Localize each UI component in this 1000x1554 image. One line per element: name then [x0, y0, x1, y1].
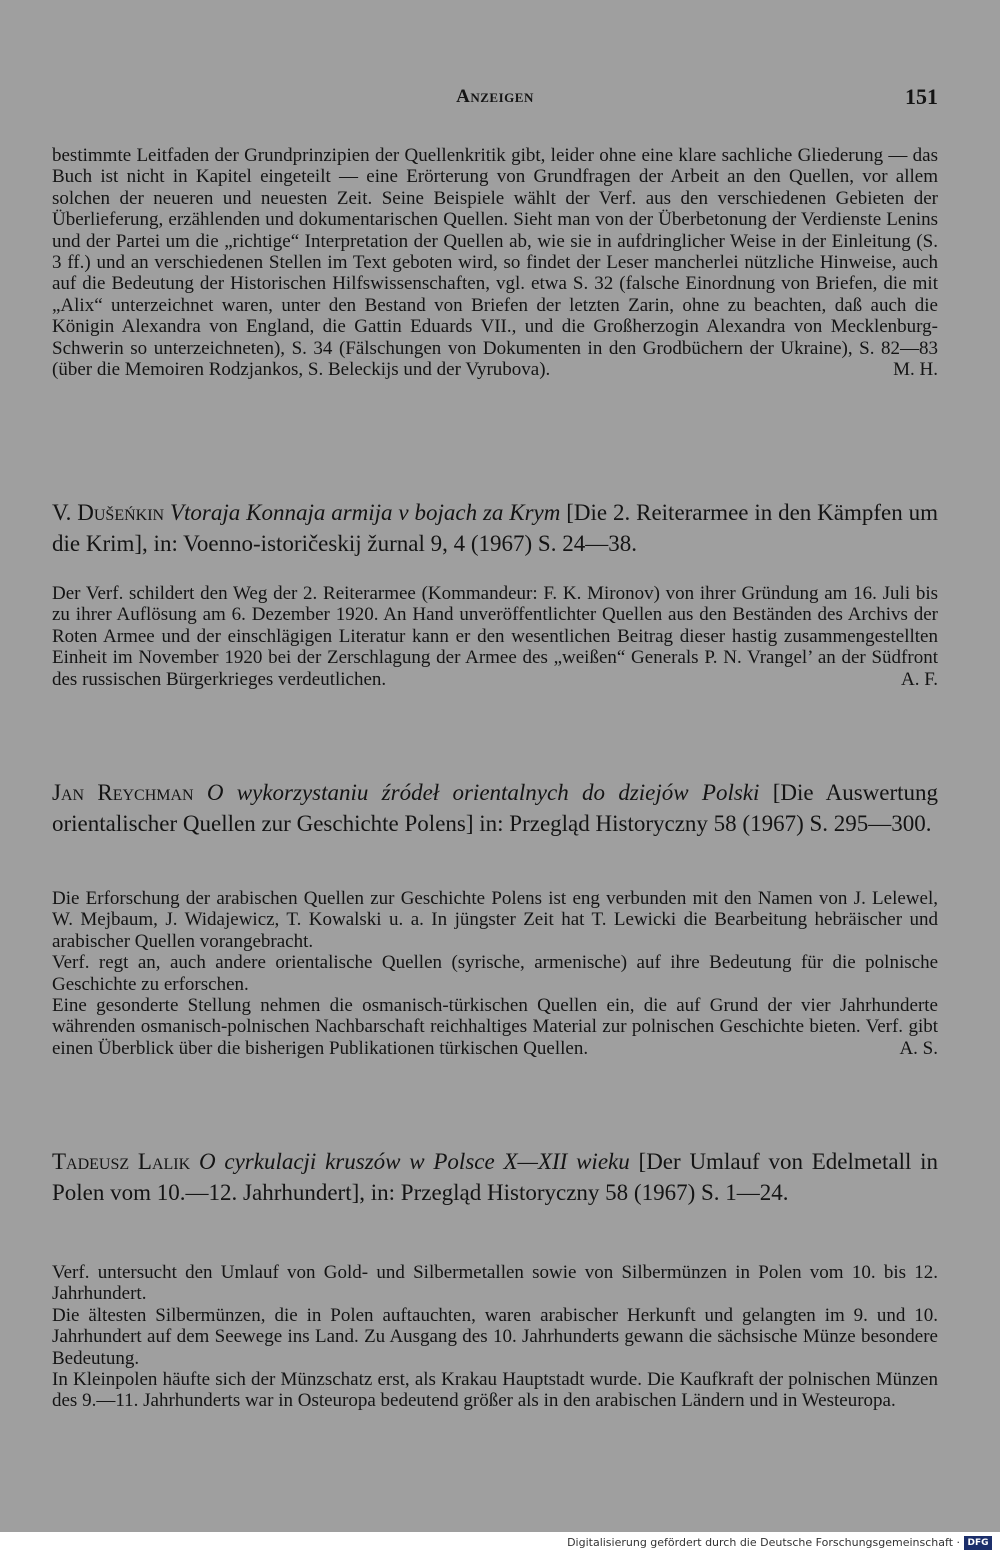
entry-paragraph: Verf. untersucht den Umlauf von Gold- und Silbermetallen sowie von Silbermünzen in Polen vom 10. bis 12. Jahrhundert. [52, 1262, 938, 1305]
entry-paragraph: In Kleinpolen häufte sich der Münzschatz erst, als Krakau Hauptstadt wurde. Die Kaufkraft der polnischen Münzen des 9.—11. Jahrhunderts war in Osteuropa bedeutend größer als in den arabischen Ländern und in Westeuropa. [52, 1369, 938, 1412]
entry-title: O cyrkulacji kruszów w Polsce X—XII wieku [198, 1149, 630, 1174]
entry-paragraph: Eine gesonderte Stellung nehmen die osmanisch-türkischen Quellen ein, die auf Grund der vier Jahrhunderte währenden osmanisch-polnischen Nachbarschaft reichhaltiges Material zur polnischen Geschichte bieten. Verf. gibt einen Überblick über die bisherigen Publikationen türkischen Quellen. [52, 995, 938, 1059]
entry-paragraph: Der Verf. schildert den Weg der 2. Reiterarmee (Kommandeur: F. K. Mironov) von ihrer Gründung am 16. Juli bis zu ihrer Auflösung am 6. Dezember 1920. An Hand unveröffentlichter Quellen aus den Beständen des Archivs der Roten Armee und der einschlägigen Literatur kann er den wesentlichen Beitrag dieser hastig zusammengestellten Einheit im November 1920 bei der Zerschlagung der Armee des „weißen“ Generals P. N. Vrangel’ an der Südfront des russischen Bürgerkrieges verdeutlichen. [52, 583, 938, 690]
entry-paragraph: Die ältesten Silbermünzen, die in Polen auftauchten, waren arabischer Herkunft und gelangten im 9. und 10. Jahrhundert auf dem Seewege ins Land. Zu Ausgang des 10. Jahrhunderts gewann die sächsische Münze besondere Bedeutung. [52, 1304, 938, 1369]
digitization-footer [0, 1532, 1000, 1554]
page-number: 151 [905, 84, 938, 109]
reviewer-signature: M. H. [893, 359, 938, 381]
continuation-review [52, 145, 938, 380]
entry-body-2 [52, 888, 938, 1059]
entry-body-3 [52, 1262, 938, 1412]
entry-citation: [Die Auswertung orientalischer Quellen zur Geschichte Polens] in: Przegląd Historyczny 58 (1967) S. 295—300. [52, 780, 939, 836]
running-title: Anzeigen [456, 86, 534, 107]
footer-credit: Digitalisierung gefördert durch die Deutsche Forschungsgemeinschaft · [567, 1536, 960, 1549]
entry-heading-3 [52, 1147, 938, 1208]
entry-title: Vtoraja Konnaja armija v bojach za Krym [169, 500, 561, 525]
entry-heading-1 [52, 498, 938, 559]
entry-citation: [Der Umlauf von Edelmetall in Polen vom 10.—12. Jahrhundert], in: Przegląd Historyczny 58 (1967) S. 1—24. [52, 1149, 939, 1205]
entry-heading-2 [52, 778, 938, 839]
entry-body-1 [52, 583, 938, 690]
entry-title: O wykorzystaniu źródeł orientalnych do dziejów Polski [206, 780, 760, 805]
reviewer-signature: A. S. [899, 1037, 938, 1059]
page-header [52, 86, 938, 114]
entry-paragraph: Verf. regt an, auch andere orientalische Quellen (syrische, armenische) auf ihre Bedeutung für die polnische Geschichte zu erforschen. [52, 952, 938, 995]
dfg-logo: DFG [964, 1536, 992, 1550]
reviewer-signature: A. F. [900, 668, 938, 690]
review-text: bestimmte Leitfaden der Grundprinzipien der Quellenkritik gibt, leider ohne eine klare sachliche Gliederung — das Buch ist nicht in Kapitel eingeteilt — eine Erörterung von Grundfragen der Arbeit an den Quellen, vor allem solchen der neueren und neuesten Zeit. Seine Beispiele wählt der Verf. aus den verschiedenen Gebieten der Überlieferung, erzählenden und dokumentarischen Quellen. Sieht man von der Überbetonung der Verdienste Lenins und der Partei um die „richtige“ Interpretation der Quellen ab, wie sie in aufdringlicher Weise in der Einleitung (S. 3 ff.) und an verschiedenen Stellen im Text geboten wird, so findet der Leser mancherlei nützliche Hinweise, auch auf die Bedeutung der Historischen Hilfswissenschaften, vgl. etwa S. 32 (falsche Einordnung von Briefen, die mit „Alix“ unterzeichnet waren, unter den Bestand von Briefen der letzten Zarin, ohne zu beachten, daß auch die Königin Alexandra von England, die Gattin Eduards VII., und die Großherzogin Alexandra von Mecklenburg-Schwerin so unterzeichneten), S. 34 (Fälschungen von Dokumenten in den Grodbüchern der Ukraine), S. 82—83 (über die Memoiren Rodzjankos, S. Beleckijs und der Vyrubova). [52, 145, 938, 381]
entry-author: V. Dušeńkin [52, 500, 165, 525]
entry-paragraph: Die Erforschung der arabischen Quellen zur Geschichte Polens ist eng verbunden mit den Namen von J. Lelewel, W. Mejbaum, J. Widajewicz, T. Kowalski u. a. In jüngster Zeit hat T. Lewicki die Bearbeitung hebräischer und arabischer Quellen vorangebracht. [52, 888, 938, 952]
entry-author: Tadeusz Lalik [52, 1149, 191, 1174]
entry-author: Jan Reychman [52, 780, 194, 805]
entry-citation: [Die 2. Reiterarmee in den Kämpfen um die Krim], in: Voenno-istoričeskij žurnal 9, 4 (1967) S. 24—38. [52, 500, 939, 556]
